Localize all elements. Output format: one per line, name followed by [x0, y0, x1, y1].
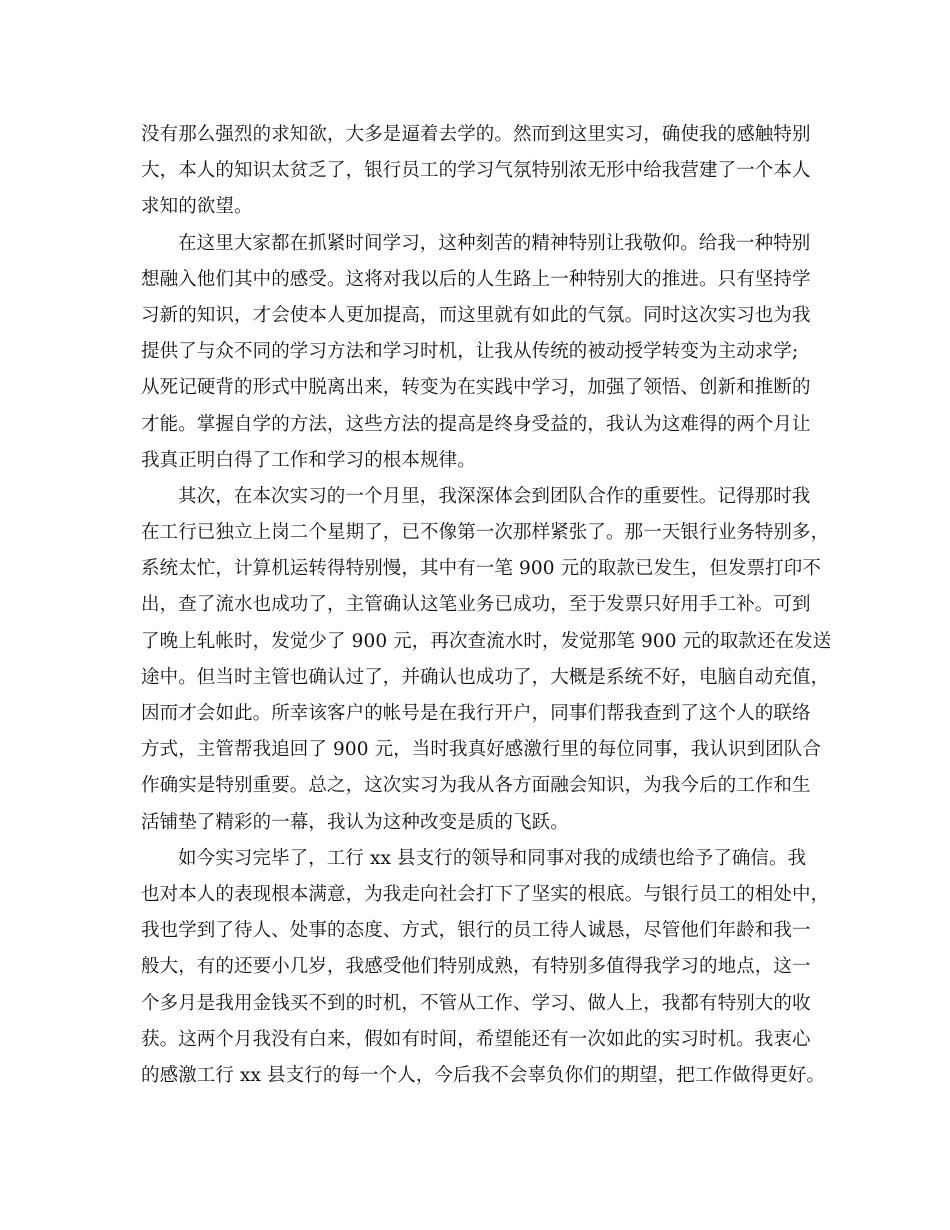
- text-line: 从死记硬背的形式中脱离出来，转变为在实践中学习，加强了领悟、创新和推断的: [141, 377, 811, 399]
- text-line: 习新的知识，才会使本人更加提高，而这里就有如此的气氛。同时这次实习也为我: [141, 304, 811, 326]
- text-line: 活铺垫了精彩的一幕，我认为这种改变是质的飞跃。: [141, 811, 569, 833]
- paragraph-start-line: 其次，在本次实习的一个月里，我深深体会到团队合作的重要性。记得那时我: [178, 485, 811, 507]
- text-line: 方式，主管帮我追回了 900 元，当时我真好感激行里的每位同事，我认识到团队合: [141, 739, 821, 761]
- paragraph-start-line: 如今实习完毕了，工行 xx 县支行的领导和同事对我的成绩也给予了确信。我: [178, 847, 807, 869]
- text-line: 大，本人的知识太贫乏了，银行员工的学习气氛特别浓无形中给我营建了一个本人: [141, 160, 811, 182]
- text-line: 我也学到了待人、处事的态度、方式，银行的员工待人诚恳，尽管他们年龄和我一: [141, 920, 811, 942]
- text-line: 提供了与众不同的学习方法和学习时机，让我从传统的被动授学转变为主动求学;: [141, 341, 799, 363]
- text-line: 获。这两个月我没有白来，假如有时间，希望能还有一次如此的实习时机。我衷心: [141, 1028, 811, 1050]
- text-line: 没有那么强烈的求知欲，大多是逼着去学的。然而到这里实习，确使我的感触特别: [141, 124, 811, 145]
- text-line: 的感激工行 xx 县支行的每一个人，今后我不会辜负你们的期望，把工作做得更好。: [141, 1064, 826, 1086]
- text-line: 想融入他们其中的感受。这将对我以后的人生路上一种特别大的推进。只有坚持学: [141, 268, 811, 290]
- text-line: 系统太忙，计算机运转得特别慢，其中有一笔 900 元的取款已发生，但发票打印不: [141, 558, 821, 580]
- text-line: 作确实是特别重要。总之，这次实习为我从各方面融会知识，为我今后的工作和生: [141, 775, 811, 797]
- body-text: [141, 117, 832, 1094]
- text-line: 出，查了流水也成功了，主管确认这笔业务已成功，至于发票只好用手工补。可到: [141, 594, 811, 616]
- text-line: 个多月是我用金钱买不到的时机，不管从工作、学习、做人上，我都有特别大的收: [141, 992, 811, 1014]
- text-line: 了晚上轧帐时，发觉少了 900 元，再次查流水时，发觉那笔 900 元的取款还在发送: [141, 630, 832, 652]
- paragraph-start-line: 在这里大家都在抓紧时间学习，这种刻苦的精神特别让我敬仰。给我一种特别: [178, 232, 811, 254]
- text-line: 也对本人的表现根本满意，为我走向社会打下了坚实的根底。与银行员工的相处中，: [141, 883, 830, 905]
- text-line: 才能。掌握自学的方法，这些方法的提高是终身受益的，我认为这难得的两个月让: [141, 413, 811, 435]
- text-line: 求知的欲望。: [141, 196, 253, 218]
- text-line: 般大，有的还要小几岁，我感受他们特别成熟，有特别多值得我学习的地点，这一: [141, 956, 811, 978]
- text-line: 因而才会如此。所幸该客户的帐号是在我行开户，同事们帮我查到了这个人的联络: [141, 703, 811, 724]
- text-line: 我真正明白得了工作和学习的根本规律。: [141, 449, 476, 471]
- text-line: 在工行已独立上岗二个星期了，已不像第一次那样紧张了。那一天银行业务特别多，: [141, 522, 830, 544]
- text-line: 途中。但当时主管也确认过了，并确认也成功了，大概是系统不好，电脑自动充值，: [141, 666, 830, 688]
